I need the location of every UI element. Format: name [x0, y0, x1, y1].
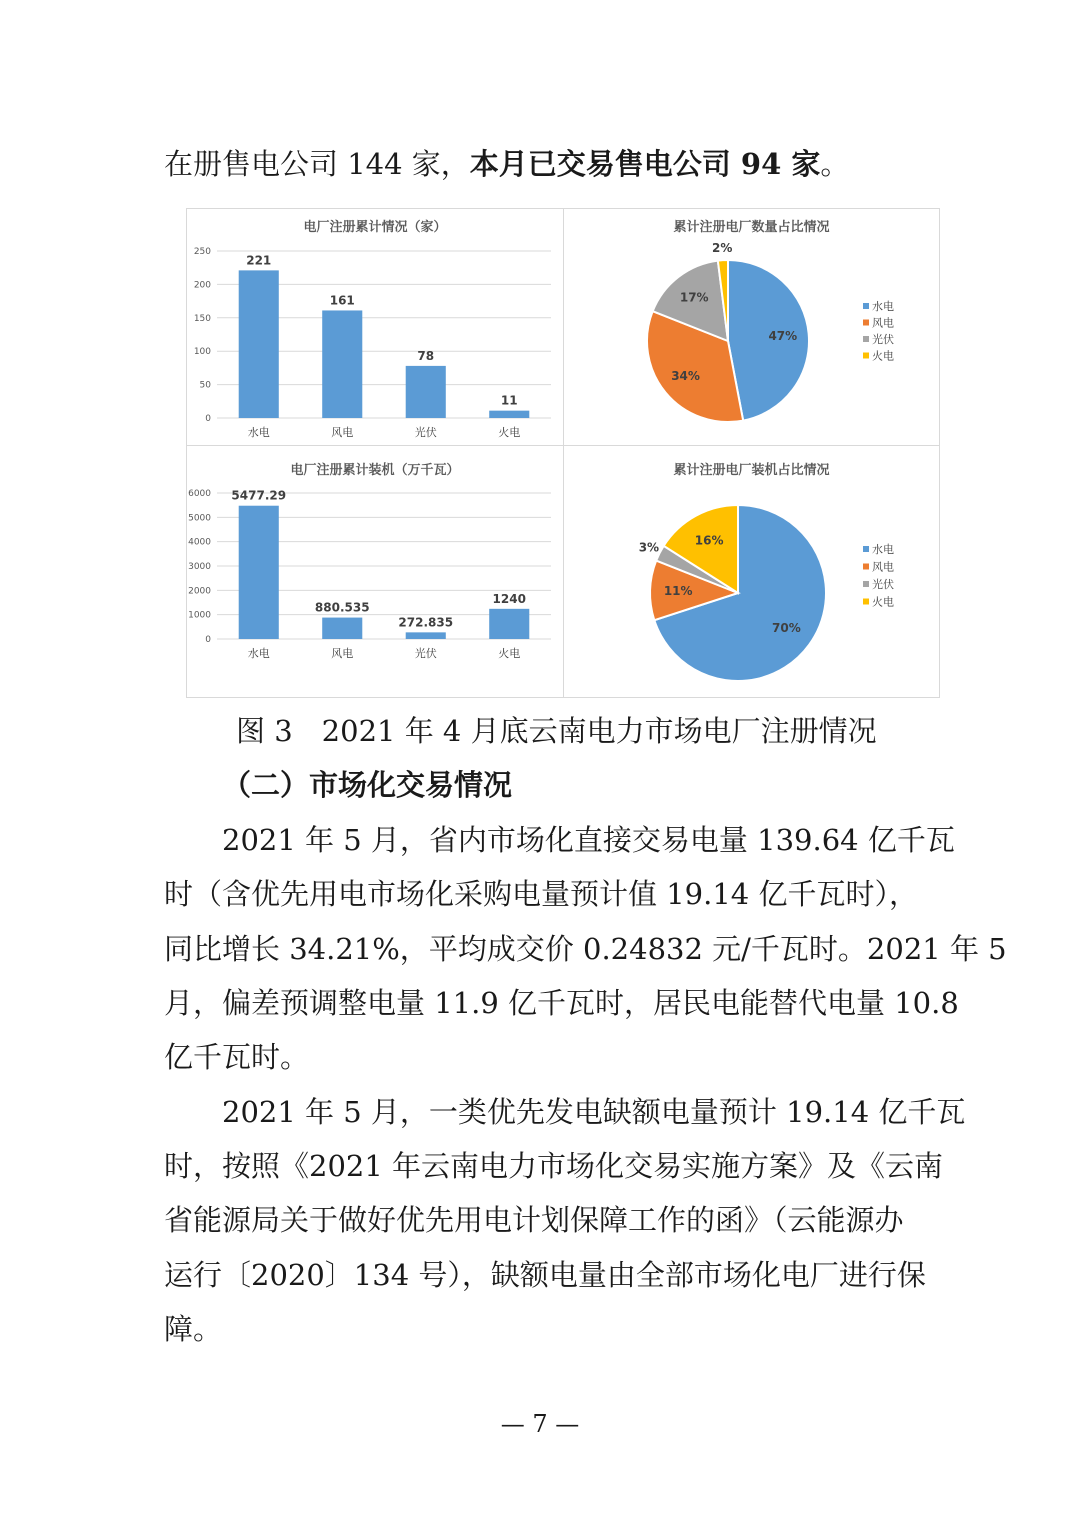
para1-line-3: 同比增长 34.21%，平均成交价 0.24832 元/千瓦时。2021 年 5 — [164, 932, 1007, 966]
legend-label: 火电 — [872, 595, 894, 609]
bar-火电 — [489, 609, 529, 639]
legend-label: 水电 — [872, 543, 894, 556]
figure-caption: 图 3 2021 年 4 月底云南电力市场电厂注册情况 — [236, 714, 877, 748]
y-tick-label: 200 — [193, 280, 211, 291]
bar-chart-plant-count — [187, 209, 563, 445]
chart-panel-plant-count-pie — [564, 209, 939, 445]
slice-label: 2% — [711, 241, 733, 256]
intro-punct: 。 — [820, 147, 850, 181]
figure-charts — [186, 208, 940, 698]
chart-panel-plant-count-bar — [187, 209, 563, 445]
y-tick-label: 3000 — [188, 562, 211, 572]
section-heading: （二）市场化交易情况 — [222, 768, 513, 802]
y-tick-label: 0 — [205, 635, 211, 645]
legend-swatch — [863, 581, 869, 587]
bar-风电 — [322, 618, 362, 639]
y-tick-label: 100 — [193, 347, 211, 358]
bar-光伏 — [406, 366, 446, 418]
bar-水电 — [239, 270, 279, 418]
chart-title: 累计注册电厂数量占比情况 — [673, 220, 830, 235]
bar-chart-capacity — [187, 446, 563, 697]
y-tick-label: 150 — [193, 313, 211, 324]
legend-swatch — [863, 303, 869, 309]
x-tick-label: 水电 — [247, 647, 270, 660]
legend-swatch — [863, 599, 869, 605]
slice-label: 11% — [663, 584, 693, 599]
data-label: 880.535 — [314, 600, 370, 615]
para2-line-4: 运行〔2020〕134 号），缺额电量由全部市场化电厂进行保 — [164, 1258, 926, 1292]
page-number: — 7 — — [500, 1410, 580, 1438]
para1-line-2: 时（含优先用电市场化采购电量预计值 19.14 亿千瓦时）， — [164, 877, 918, 911]
para1-line-1: 2021 年 5 月，省内市场化直接交易电量 139.64 亿千瓦 — [222, 823, 955, 857]
legend-swatch — [863, 546, 869, 552]
data-label: 161 — [329, 293, 355, 308]
pie-chart-plant-count-share — [564, 209, 939, 445]
y-tick-label: 5000 — [188, 513, 211, 524]
y-tick-label: 0 — [205, 414, 211, 424]
legend-label: 光伏 — [872, 578, 894, 591]
y-tick-label: 250 — [193, 247, 211, 257]
data-label: 1240 — [492, 591, 526, 606]
legend-label: 火电 — [872, 349, 894, 363]
para2-line-2: 时，按照《2021 年云南电力市场化交易实施方案》及《云南 — [164, 1149, 944, 1183]
legend-label: 光伏 — [872, 333, 894, 346]
chart-panel-capacity-pie — [564, 446, 939, 697]
y-tick-label: 4000 — [188, 537, 211, 548]
x-tick-label: 水电 — [247, 426, 270, 439]
x-tick-label: 风电 — [331, 647, 354, 660]
slice-label: 3% — [638, 540, 660, 555]
para1-line-5: 亿千瓦时。 — [164, 1040, 310, 1074]
slice-label: 16% — [694, 533, 724, 548]
legend-label: 风电 — [872, 316, 894, 330]
y-tick-label: 6000 — [188, 489, 211, 499]
legend-label: 风电 — [872, 560, 894, 574]
chart-title: 电厂注册累计情况（家） — [303, 220, 447, 235]
legend-label: 水电 — [872, 300, 894, 313]
slice-label: 70% — [772, 621, 801, 636]
x-tick-label: 光伏 — [414, 647, 437, 660]
bar-风电 — [322, 310, 362, 418]
data-label: 5477.29 — [231, 488, 287, 503]
para2-line-5: 障。 — [164, 1312, 223, 1346]
slice-label: 34% — [671, 369, 700, 384]
legend-swatch — [863, 564, 869, 570]
x-tick-label: 光伏 — [414, 426, 437, 439]
x-tick-label: 风电 — [331, 426, 354, 439]
intro-line — [164, 144, 849, 184]
para2-line-1: 2021 年 5 月，一类优先发电缺额电量预计 19.14 亿千瓦 — [222, 1095, 966, 1129]
bar-水电 — [239, 506, 279, 639]
chart-title: 累计注册电厂装机占比情况 — [673, 463, 830, 478]
legend-swatch — [863, 353, 869, 359]
para1-line-4: 月，偏差预调整电量 11.9 亿千瓦时，居民电能替代电量 10.8 — [164, 986, 959, 1020]
legend-swatch — [863, 336, 869, 342]
y-tick-label: 2000 — [188, 586, 211, 597]
para2-line-3: 省能源局关于做好优先用电计划保障工作的函》（云能源办 — [164, 1203, 904, 1237]
y-tick-label: 50 — [199, 380, 211, 391]
data-label: 78 — [417, 348, 435, 363]
data-label: 221 — [246, 253, 272, 268]
y-tick-label: 1000 — [188, 610, 211, 621]
chart-panel-capacity-bar — [187, 446, 563, 697]
legend-swatch — [863, 320, 869, 326]
x-tick-label: 火电 — [498, 647, 521, 660]
intro-bold-text: 本月已交易售电公司 94 家 — [469, 147, 821, 181]
bar-火电 — [489, 411, 529, 418]
data-label: 272.835 — [398, 615, 454, 630]
data-label: 11 — [500, 393, 518, 408]
intro-text: 在册售电公司 144 家， — [164, 147, 470, 181]
bar-光伏 — [406, 632, 446, 639]
slice-label: 17% — [679, 290, 709, 305]
slice-label: 47% — [768, 328, 798, 343]
x-tick-label: 火电 — [498, 426, 521, 439]
pie-chart-capacity-share — [564, 446, 939, 697]
chart-title: 电厂注册累计装机（万千瓦） — [290, 463, 460, 478]
